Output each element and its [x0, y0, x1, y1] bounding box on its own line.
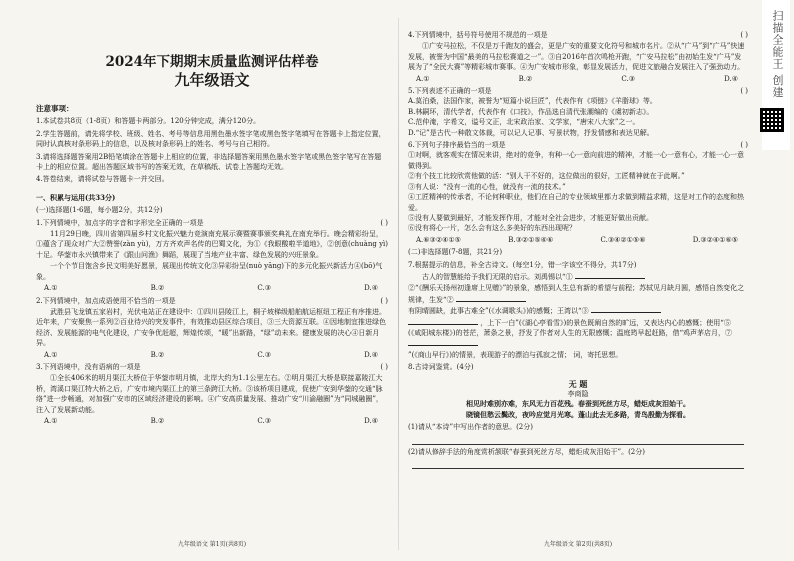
scanner-strip [762, 0, 790, 150]
question-stem: 2.下列情境中，加点成语使用不恰当的一项是 [36, 296, 176, 305]
scanner-watermark: 扫描全能王 创建 [771, 10, 784, 99]
option-row [36, 416, 388, 426]
fill-text: 古人的智慧能给予我们无限的启示。刘禹锡以“① [422, 272, 573, 281]
fill-text: 词，寄托思想。 [573, 350, 623, 359]
option-line: D.“记”是古代一种散文体裁，可以记人记事、写景状物，抒发情感和表达见解。 [408, 128, 654, 137]
answer-paren: ( ) [380, 362, 388, 371]
notice-item: 3.请将选择题答案用2B铅笔填涂在答题卡上相应的位置，非选择题答案用黑色墨水签字笔或黑色签字笔写在答题卡上的相应位置。超出答题区域书写的答案无效，在草稿纸、试卷上答题均无效。 [36, 152, 382, 172]
option-c: C.③④②①⑤⑥ [600, 235, 646, 244]
option-line: C.范仲淹，字希文，谥号文正，北宋政治家、文学家，“唐宋八大家”之一。 [408, 118, 640, 127]
fill-blank-line [408, 350, 748, 360]
subsection-heading: (二)非选择题(7-8题，共21分) [408, 248, 503, 257]
question-stem: 6.下列句子排序最恰当的一项是 [408, 141, 506, 150]
fill-blank-line [408, 305, 748, 316]
fill-text: ②“《酬乐天扬州初逢席上见赠》”的景象，感悟到人生总有新的希望与前程；苏轼见月缺月圆，感悟自然变化之规律，生发“② [408, 284, 745, 304]
answer-blank[interactable] [408, 338, 478, 346]
question-6 [408, 140, 748, 150]
answer-line[interactable] [412, 457, 744, 469]
option-row [408, 74, 748, 84]
option-line: A.莫泊桑，法国作家，被誉为“短篇小说巨匠”，代表作有《项链》《羊脂球》等。 [408, 97, 657, 106]
answer-blank[interactable] [408, 317, 478, 325]
question-5 [408, 86, 748, 96]
notice-item: 1.本试卷共8页（1-8页）和答题卡两部分。120分钟完成，满分120分。 [36, 117, 261, 126]
question-8: 8.古诗词鉴赏。(4分) [408, 363, 474, 372]
fill-text: (《咸阳城东楼》)的苍茫，萧条之景，抒发了作者对人生的无限感慨；温庭筠早起赶路，借“鸡声茅店月，⑦ [408, 328, 733, 337]
fill-text: ”(《商山早行》)的情景，表现游子的漂泊与孤寂之情； [408, 350, 572, 359]
fill-text: 有阴晴圆缺，此事古难全”(《水调歌头》)的感慨；王湾以“③ [408, 307, 589, 316]
question-passage: ①广安马拉松，不仅是万千跑友的盛会，更是广安的重要文化符号和城市名片。②从“广马”到“广马”快速发展，被誉为中国“最美的马拉松赛道之一”。③自2016年首次鸣枪开跑，“广安马拉松”由初始生发“广马”发展为了“全民大赛”等精彩城市赛事。④为广安城市形象，彰显发展活力，促进文旅融合发展注入了强劲动力。 [408, 42, 745, 72]
question-passage: 一个个节目饱含乡民文明美好愿景，展现出传统文化③异彩纷呈(nuò yāng)下的多元化振兴新活力④(bō)气象。 [36, 262, 383, 281]
notice-item: 2.学生答题前，请先将学校、班级、姓名、考号等信息用黑色墨水签字笔或黑色签字笔填写在答题卡上指定位置，同时认真核对条形码上的信息，以及核对条形码上的姓名、考号与自己相符。 [36, 129, 386, 149]
notice-item: 4.答卷结束，请将试卷与答题卡一并交回。 [36, 175, 169, 184]
option-c: C.③ [257, 350, 272, 359]
page-2 [408, 28, 748, 548]
option-d: D.③②④①⑥⑤ [692, 235, 738, 244]
subsection-heading: (一)选择题(1-6题，每小题2分，共12分) [36, 206, 163, 215]
answer-paren: ( ) [740, 141, 748, 150]
question-4 [408, 30, 748, 40]
option-c: C.③ [257, 284, 272, 293]
answer-line[interactable] [412, 433, 744, 445]
fill-blank-line [408, 271, 748, 282]
poem-title: 无 题 [568, 378, 588, 389]
answer-paren: ( ) [380, 218, 388, 227]
answer-paren: ( ) [740, 31, 748, 39]
option-d: D.④ [724, 74, 738, 83]
poem-line: 晓镜但愁云鬓改，夜吟应觉月光寒。蓬山此去无多路，青鸟殷勤为探看。 [466, 409, 690, 419]
sentence-item: ④工匠精神的传承者，不论何种职业，他们在自己的专业领域里都力求做到精益求精，这是对工作的态度和热爱。 [408, 193, 744, 212]
question-stem: 4.下列情境中，括号符号使用不规范的一项是 [408, 31, 548, 39]
option-a: A.① [44, 284, 58, 293]
option-a: A.⑥③②④①⑤ [416, 235, 461, 244]
question-stem: 3.下列语境中，没有语病的一项是 [36, 362, 141, 371]
option-a: A.① [44, 416, 58, 425]
sentence-item: ③有人说：“没有一流的心性，就没有一流的技术。” [408, 182, 566, 191]
sub-question: (1)请从“本诗”中写出作者的意思。(2分) [408, 423, 533, 432]
option-c: C.③ [257, 416, 272, 425]
question-3 [36, 362, 388, 372]
option-b: B.② [150, 416, 165, 425]
option-a: A.① [416, 74, 430, 83]
question-passage: 武胜县飞龙镇五家岩村，光伏电站正在建设中：①四川县陵江上，桐子坡梯级船舶航运枢纽工程正有序推进。近年来，广安聚焦一系列②百业待兴的突发事件，有效推动县区综合项目，③三大资源互联。④因地制宜推进绿色经济、发展能源的电气化建设，广安争优赶超，辉煌传颂，“暖”出新路，“绿”动未来。健康发展的决心④日新月异。 [36, 307, 386, 348]
option-b: B.② [150, 350, 165, 359]
question-stem: 5.下列表述不正确的一项是 [408, 87, 492, 96]
fill-blank-line [408, 317, 748, 328]
option-c: C.③ [621, 74, 636, 83]
answer-blank[interactable] [456, 294, 526, 302]
fill-blank-line [408, 328, 748, 350]
fill-text: ，上下一白”(《湖心亭看雪》)的景色既阐自然的旷远，又表达内心的感慨；使用“⑤ [480, 318, 731, 327]
option-d: D.④ [364, 284, 378, 293]
question-passage: 11月29日晚，四川省第四届乡村文化振兴魅力竞演南充展示赛暨赛事颁奖典礼在南充举行。晚会精彩纷呈，①蕴含了现众对广大②赞誉(zàn yù)，万方齐欢声名传的巴蜀文化，为①《我眼酸啦半道地》，②创意(chuàng yì)十足。华蓥市永兴镇带来了《跟山问渔》舞蹈，展现了当地产业丰富、绿色发展的兴旺景象。 [36, 230, 388, 259]
option-line: B.林嗣环，清代学者，代表作有《口技》，作品选自清代张潮编的《虞初新志》。 [408, 107, 654, 116]
notice-block [36, 104, 388, 185]
sentence-item: ①对啊，就客观实在情况来讲，绝对的竞争，有种一心一意向前进的精神，才能一心一意有心，才能一心一意做得到。 [408, 151, 744, 170]
option-row [36, 350, 388, 360]
sentence-item: ②有个技工比较欣赏他做的活：“别人干不好的，这位做出的很好，工匠精神就在于此啊。” [408, 172, 685, 181]
option-b: B.② [150, 284, 165, 293]
question-2 [36, 296, 388, 306]
option-a: A.① [44, 350, 58, 359]
sentence-item: ⑥没有将心一片，怎么会有这么多美好的东西出现呢？ [408, 224, 576, 233]
page-footer: 九年级语文 第1页(共8页) [177, 540, 247, 548]
poem-line: 相见时难别亦难，东风无力百花残。春蚕到死丝方尽，蜡炬成灰泪始干。 [466, 399, 690, 409]
answer-paren: ( ) [740, 87, 748, 96]
sub-question: (2)请从修辞手法的角度赏析颔联“春蚕到死丝方尽，蜡炬成灰泪始干”。(2分) [408, 447, 645, 456]
answer-blank[interactable] [591, 305, 661, 313]
page-fold [398, 18, 399, 550]
fill-blank-line [408, 283, 748, 305]
exam-title: 2024年下期期末质量监测评估样卷 [105, 54, 319, 70]
option-row [408, 235, 748, 245]
answer-paren: ( ) [380, 296, 388, 305]
option-d: D.④ [364, 350, 378, 359]
poem-author: 李商隐 [567, 390, 589, 398]
option-d: D.④ [364, 416, 378, 425]
sentence-item: ⑤没有人要做到最好，才能发挥作用，才能对全社会进步，才能更好做出贡献。 [408, 213, 653, 222]
exam-subtitle: 九年级语文 [174, 71, 250, 89]
qr-code-icon [760, 108, 784, 132]
question-1 [36, 218, 388, 228]
question-7: 7.根据提示的信息，补全古诗文。(每空1分，错一字该空不得分，共17分) [408, 260, 637, 269]
notice-heading: 注意事项： [36, 104, 74, 113]
section-heading: 一、积累与运用(共33分) [36, 192, 116, 202]
question-passage: ①全长406米的明月渠江大桥位于华蓥市明月镇，北岸大约为1.1公里左右。②明月渠江大桥是联接嘉陵江大桥，湾溪口渠江特大桥之后，广安市境内渠江上的第三条跨江大桥。③该桥项目建成，促使广安到华蓥的交通“脉络”进一步畅通，对加强广安市的区域经济建设的影响。④广安高质量发展、推动广安“川渝融圈”为“同城融圈”，注入了发展新动能。 [36, 374, 383, 414]
option-b: B.③②①⑤④⑥ [508, 235, 554, 244]
page-1 [36, 28, 388, 548]
option-row [36, 283, 388, 293]
answer-blank[interactable] [575, 271, 645, 279]
option-b: B.② [518, 74, 533, 83]
page-footer: 九年级语文 第2页(共8页) [543, 540, 613, 548]
question-stem: 1.下列情境中，加点字的字音和字形完全正确的一项是 [36, 218, 204, 227]
